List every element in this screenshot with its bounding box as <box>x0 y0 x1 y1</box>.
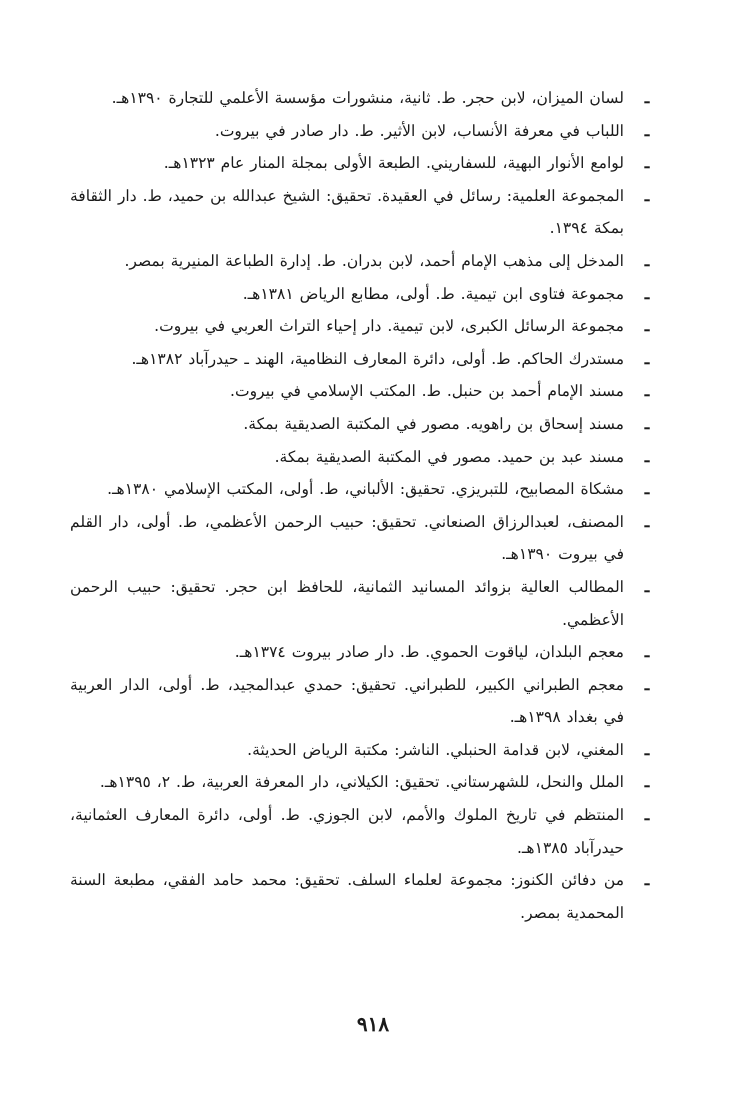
list-item <box>70 669 658 734</box>
list-item <box>70 636 658 669</box>
entry-text: مجموعة فتاوى ابن تيمية. ط. أولى، مطابع الرياض ١٣٨١هـ. <box>242 284 624 303</box>
list-item <box>70 180 658 245</box>
entry-text: لسان الميزان، لابن حجر. ط. ثانية، منشورات مؤسسة الأعلمي للتجارة ١٣٩٠هـ. <box>111 89 624 107</box>
bullet-dash: ـ <box>644 120 650 140</box>
bullet-dash: ـ <box>644 772 650 792</box>
bullet-dash: ـ <box>644 642 650 662</box>
entry-text: مشكاة المصابيح، للتبريزي. تحقيق: الألباني، ط. أولى، المكتب الإسلامي ١٣٨٠هـ. <box>107 480 624 499</box>
bullet-dash: ـ <box>644 479 650 499</box>
entry-text: المصنف، لعبدالرزاق الصنعاني. تحقيق: حبيب الرحمن الأعظمي، ط. أولى، دار القلم في بيروت ١٣٩٠هـ. <box>70 512 624 564</box>
entry-text: مستدرك الحاكم. ط. أولى، دائرة المعارف النظامية، الهند ـ حيدرآباد ١٣٨٢هـ. <box>131 349 624 368</box>
bullet-dash: ـ <box>644 576 650 596</box>
bullet-dash: ـ <box>644 185 650 205</box>
entry-text: الملل والنحل، للشهرستاني. تحقيق: الكيلاني، دار المعرفة العربية، ط. ٢، ١٣٩٥هـ. <box>99 773 624 792</box>
bullet-dash: ـ <box>644 446 650 466</box>
bibliography-page <box>70 82 658 929</box>
entry-text: معجم البلدان، لياقوت الحموي. ط. دار صادر بيروت ١٣٧٤هـ. <box>234 643 624 662</box>
list-item <box>70 799 658 864</box>
list-item <box>70 310 658 343</box>
list-item <box>70 245 658 278</box>
entry-text: لوامع الأنوار البهية، للسفاريني. الطبعة الأولى بمجلة المنار عام ١٣٢٣هـ. <box>163 154 624 173</box>
bullet-dash: ـ <box>644 283 650 303</box>
entry-text: المغني، لابن قدامة الحنبلي. الناشر: مكتبة الرياض الحديثة. <box>247 740 624 759</box>
entry-text: مسند عبد بن حميد. مصور في المكتبة الصديقية بمكة. <box>274 447 624 466</box>
list-item <box>70 82 658 115</box>
list-item <box>70 506 658 571</box>
bullet-dash: ـ <box>644 674 650 694</box>
list-item <box>70 343 658 376</box>
bullet-dash: ـ <box>644 739 650 759</box>
bullet-dash: ـ <box>644 413 650 433</box>
bullet-dash: ـ <box>644 870 650 890</box>
bullet-dash: ـ <box>644 250 650 270</box>
list-item <box>70 571 658 636</box>
bullet-dash: ـ <box>644 348 650 368</box>
bullet-dash: ـ <box>644 805 650 825</box>
list-item <box>70 147 658 180</box>
entry-text: اللباب في معرفة الأنساب، لابن الأثير. ط. دار صادر في بيروت. <box>214 121 624 140</box>
list-item <box>70 278 658 311</box>
entry-text: مسند الإمام أحمد بن حنبل. ط. المكتب الإسلامي في بيروت. <box>230 382 624 401</box>
entry-text: من دفائن الكنوز: مجموعة لعلماء السلف. تحقيق: محمد حامد الفقي، مطبعة السنة المحمدية بمصر. <box>70 871 624 922</box>
bullet-dash: ـ <box>644 153 650 173</box>
bullet-dash: ـ <box>644 88 650 107</box>
list-item <box>70 375 658 408</box>
list-item <box>70 766 658 799</box>
list-item <box>70 408 658 441</box>
bullet-dash: ـ <box>644 316 650 336</box>
bullet-dash: ـ <box>644 381 650 401</box>
entry-text: المجموعة العلمية: رسائل في العقيدة. تحقيق: الشيخ عبدالله بن حميد، ط. دار الثقافة بمكة ١٣٩٤. <box>70 186 624 238</box>
entry-text: مجموعة الرسائل الكبرى، لابن تيمية. دار إحياء التراث العربي في بيروت. <box>154 317 624 336</box>
entry-text: المنتظم في تاريخ الملوك والأمم، لابن الجوزي. ط. أولى، دائرة المعارف العثمانية، حيدرآباد ١٣٨٥هـ. <box>70 806 624 857</box>
list-item <box>70 441 658 474</box>
entry-text: مسند إسحاق بن راهويه. مصور في المكتبة الصديقية بمكة. <box>243 414 624 433</box>
entry-text: معجم الطبراني الكبير، للطبراني. تحقيق: حمدي عبدالمجيد، ط. أولى، الدار العربية في بغداد ١٣٩٨هـ. <box>70 675 624 727</box>
list-item <box>70 864 658 929</box>
list-item <box>70 734 658 767</box>
bibliography-list <box>70 82 658 929</box>
bullet-dash: ـ <box>644 511 650 531</box>
list-item <box>70 473 658 506</box>
page-number: ٩١٨ <box>356 1012 390 1036</box>
list-item <box>70 115 658 148</box>
entry-text: المدخل إلى مذهب الإمام أحمد، لابن بدران. ط. إدارة الطباعة المنيرية بمصر. <box>124 251 624 270</box>
entry-text: المطالب العالية بزوائد المسانيد الثمانية، للحافظ ابن حجر. تحقيق: حبيب الرحمن الأعظمي. <box>70 577 624 629</box>
